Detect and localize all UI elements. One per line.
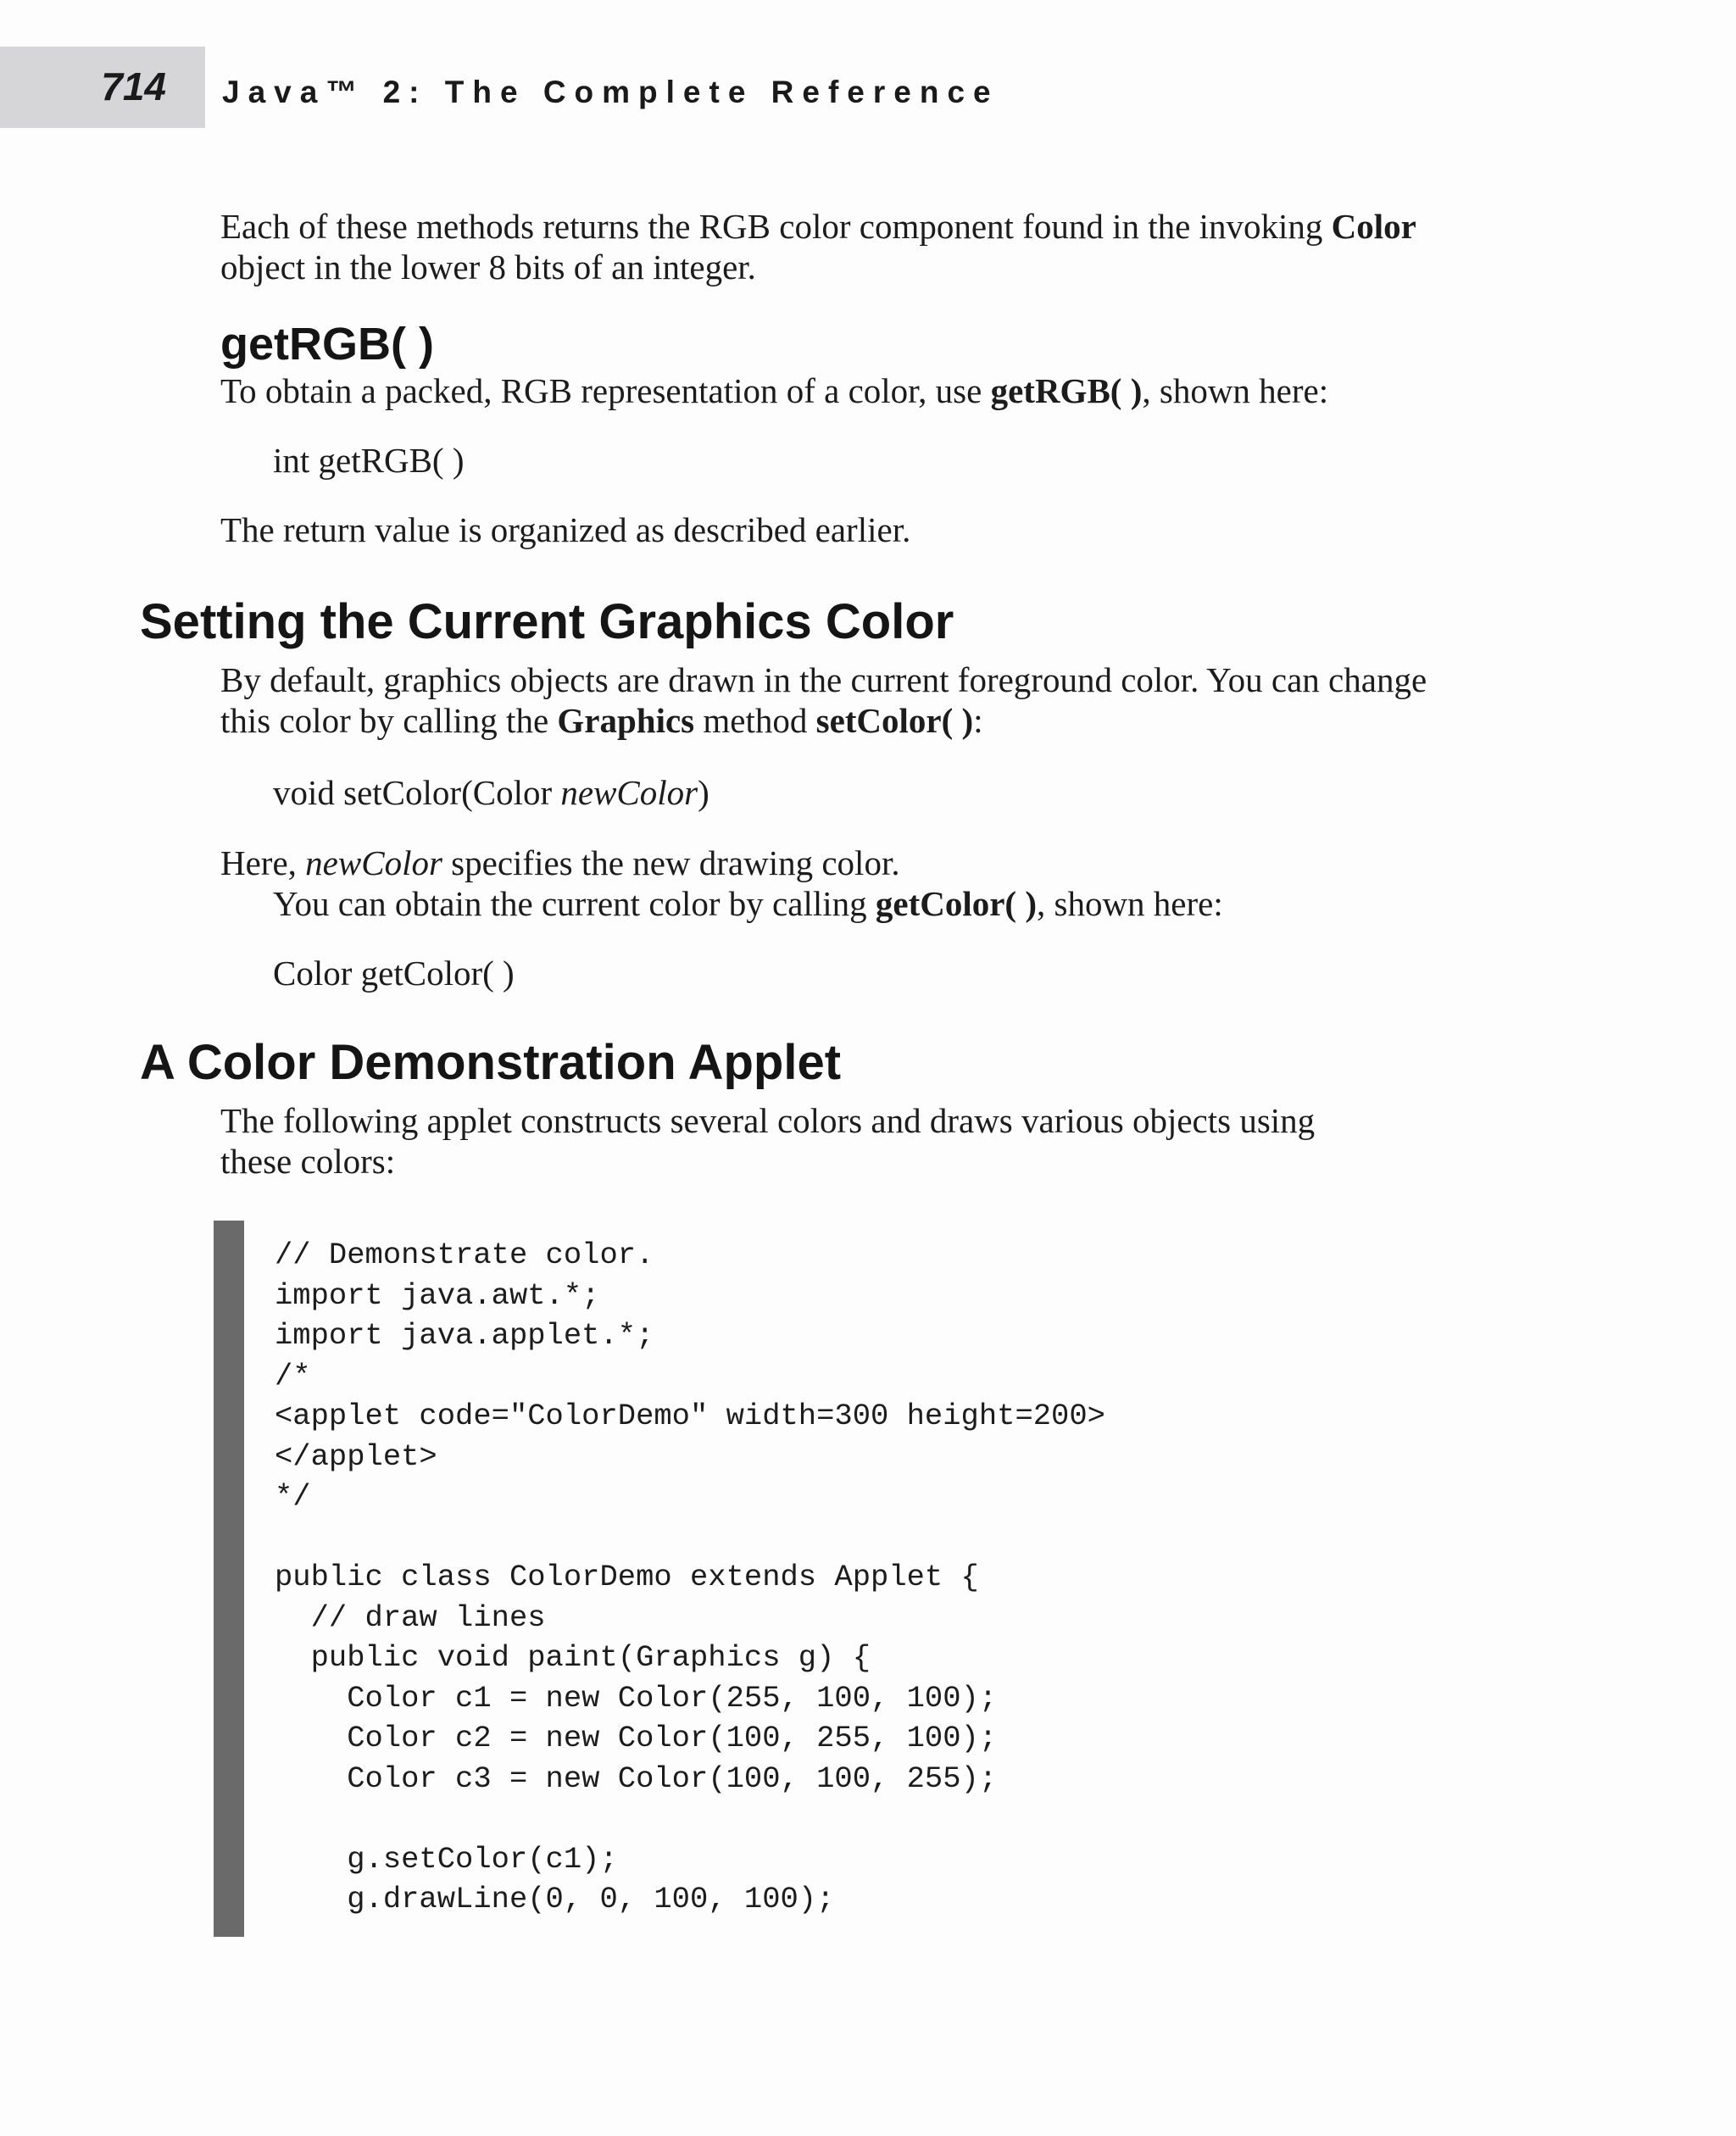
getrgb-text-post: , shown here:	[1142, 371, 1329, 410]
getrgb-heading: getRGB( )	[220, 319, 434, 370]
demo-applet-heading: A Color Demonstration Applet	[140, 1035, 842, 1090]
demo-intro-paragraph	[220, 1100, 1315, 1182]
graphics-class-name: Graphics	[557, 701, 695, 740]
newcolor-explanation-post: specifies the new drawing color.	[442, 843, 900, 882]
demo-intro-line2: these colors:	[220, 1142, 396, 1181]
page-number: 714	[101, 64, 166, 108]
page-number-tab	[0, 47, 205, 128]
setting-color-line2-post: :	[973, 701, 983, 740]
running-head: Java™ 2: The Complete Reference	[222, 75, 999, 109]
code-listing-bar	[214, 1221, 244, 1937]
intro-line2-text: object in the lower 8 bits of an integer.	[220, 248, 756, 286]
newcolor-explanation	[220, 843, 900, 883]
newcolor-explanation-param: newColor	[305, 843, 442, 882]
getrgb-text-pre: To obtain a packed, RGB representation of a color, use	[220, 371, 991, 410]
getcolor-paragraph	[273, 883, 1223, 924]
code-listing: // Demonstrate color. import java.awt.*; import java.applet.*; /* <applet code="ColorDemo" width=300 height=200> </applet> */ public class ColorDemo extends Applet { // draw lines public void paint(Graphics g) { Color c1 = new Color(255, 100, 100); Color c2 = new Color(100, 255, 100); Color c3 = new Color(100, 100, 255); g.setColor(c1); g.drawLine(0, 0, 100, 100);	[275, 1238, 1105, 1916]
setcolor-signature-pre: void setColor(Color	[273, 773, 561, 812]
intro-color-class: Color	[1331, 207, 1416, 246]
setting-color-line2-mid: method	[694, 701, 816, 740]
getrgb-signature: int getRGB( )	[273, 441, 465, 480]
newcolor-explanation-pre: Here,	[220, 843, 306, 882]
getcolor-text-post: , shown here:	[1036, 884, 1223, 923]
getrgb-return-note: The return value is organized as described earlier.	[220, 510, 911, 549]
setcolor-signature-post: )	[698, 773, 709, 812]
setcolor-signature	[273, 772, 709, 813]
setcolor-method-name: setColor( )	[815, 701, 974, 740]
setting-color-line2-pre: this color by calling the	[220, 701, 558, 740]
intro-paragraph	[220, 206, 1416, 287]
setting-color-paragraph	[220, 659, 1427, 741]
demo-intro-line1: The following applet constructs several colors and draws various objects using	[220, 1101, 1316, 1140]
getcolor-signature: Color getColor( )	[273, 954, 515, 993]
getrgb-paragraph	[220, 370, 1328, 411]
getcolor-text-pre: You can obtain the current color by calling	[273, 884, 876, 923]
setting-color-heading: Setting the Current Graphics Color	[140, 594, 954, 649]
setcolor-signature-param: newColor	[560, 773, 698, 812]
setting-color-line1: By default, graphics objects are drawn in the current foreground color. You can change	[220, 660, 1427, 699]
getcolor-method-name: getColor( )	[875, 884, 1037, 923]
intro-line1-text: Each of these methods returns the RGB color component found in the invoking	[220, 207, 1332, 246]
getrgb-method-name: getRGB( )	[990, 371, 1143, 410]
